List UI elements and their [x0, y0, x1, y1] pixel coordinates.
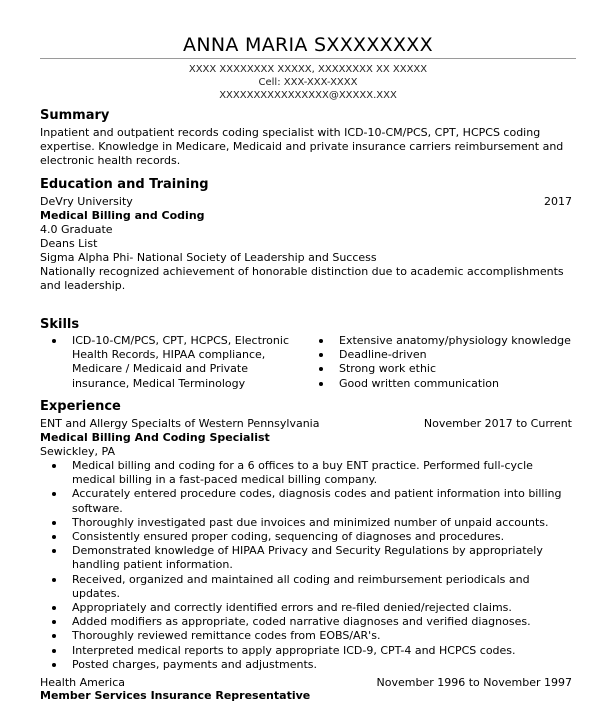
job-duty-item: Added modifiers as appropriate, coded narrative diagnoses and verified diagnoses. — [72, 615, 576, 629]
education-school: DeVry University — [40, 195, 133, 208]
job-duty-item: Thoroughly investigated past due invoices and minimized number of unpaid accounts. — [72, 516, 576, 530]
contact-email: XXXXXXXXXXXXXXXX@XXXXX.XXX — [219, 90, 397, 101]
job-employer: ENT and Allergy Specialts of Western Pennsylvania — [40, 417, 320, 430]
candidate-name: ANNA MARIA SXXXXXXXX — [183, 34, 433, 56]
experience-heading: Experience — [40, 399, 121, 414]
job-duty-item: Demonstrated knowledge of HIPAA Privacy and Security Regulations by appropriately handling patient information. — [72, 544, 576, 572]
job-duty-item: Appropriately and correctly identified errors and re-filed denied/rejected claims. — [72, 601, 576, 615]
education-heading: Education and Training — [40, 177, 209, 192]
skill-item: Deadline-driven — [339, 348, 579, 362]
education-honor-deans-list: Deans List — [40, 237, 98, 250]
job-duty-item: Medical billing and coding for a 6 offices to a buy ENT practice. Performed full-cycle medical billing in a fast-paced medical billing company. — [72, 459, 576, 487]
skill-item: Good written communication — [339, 377, 579, 391]
summary-text: Inpatient and outpatient records coding specialist with ICD-10-CM/PCS, CPT, HCPCS coding expertise. Knowledge in Medicare, Medicaid and private insurance carriers reimbursement and electronic health records. — [40, 126, 564, 168]
job-duty-item: Interpreted medical reports to apply appropriate ICD-9, CPT-4 and HCPCS codes. — [72, 644, 576, 658]
skill-item: ICD-10-CM/PCS, CPT, HCPCS, Electronic Health Records, HIPAA compliance, Medicare / Medicaid and Private insurance, Medical Terminology — [72, 334, 302, 391]
job-title: Medical Billing And Coding Specialist — [40, 431, 270, 444]
education-year: 2017 — [544, 195, 572, 208]
job-duty-item: Posted charges, payments and adjustments. — [72, 658, 576, 672]
header-divider — [40, 58, 576, 59]
contact-address: XXXX XXXXXXXX XXXXX, XXXXXXXX XX XXXXX — [188, 64, 428, 75]
job-duty-item: Accurately entered procedure codes, diagnosis codes and patient information into billing software. — [72, 487, 576, 515]
job-duties-list — [72, 459, 576, 672]
skills-list-right — [339, 334, 579, 391]
job-duty-item: Consistently ensured proper coding, sequencing of diagnoses and procedures. — [72, 530, 576, 544]
skill-item: Strong work ethic — [339, 362, 579, 376]
skills-heading: Skills — [40, 317, 80, 332]
job-location: Sewickley, PA — [40, 445, 116, 458]
job-duty-item: Thoroughly reviewed remittance codes from EOBS/AR's. — [72, 629, 576, 643]
job-duty-item: Received, organized and maintained all coding and reimbursement periodicals and updates. — [72, 573, 576, 601]
job-dates: November 1996 to November 1997 — [376, 676, 572, 689]
education-program: Medical Billing and Coding — [40, 209, 205, 222]
education-honor-society: Sigma Alpha Phi- National Society of Leadership and Success — [40, 251, 377, 264]
job-employer: Health America — [40, 676, 125, 689]
education-gpa: 4.0 Graduate — [40, 223, 113, 236]
skill-item: Extensive anatomy/physiology knowledge — [339, 334, 579, 348]
job-dates: November 2017 to Current — [423, 417, 572, 430]
contact-phone: Cell: XXX-XXX-XXXX — [258, 77, 358, 88]
job-title: Member Services Insurance Representative — [40, 689, 311, 702]
education-note: Nationally recognized achievement of honorable distinction due to academic accomplishments and leadership. — [40, 265, 564, 293]
skills-list-left — [72, 334, 302, 391]
summary-heading: Summary — [40, 108, 110, 123]
